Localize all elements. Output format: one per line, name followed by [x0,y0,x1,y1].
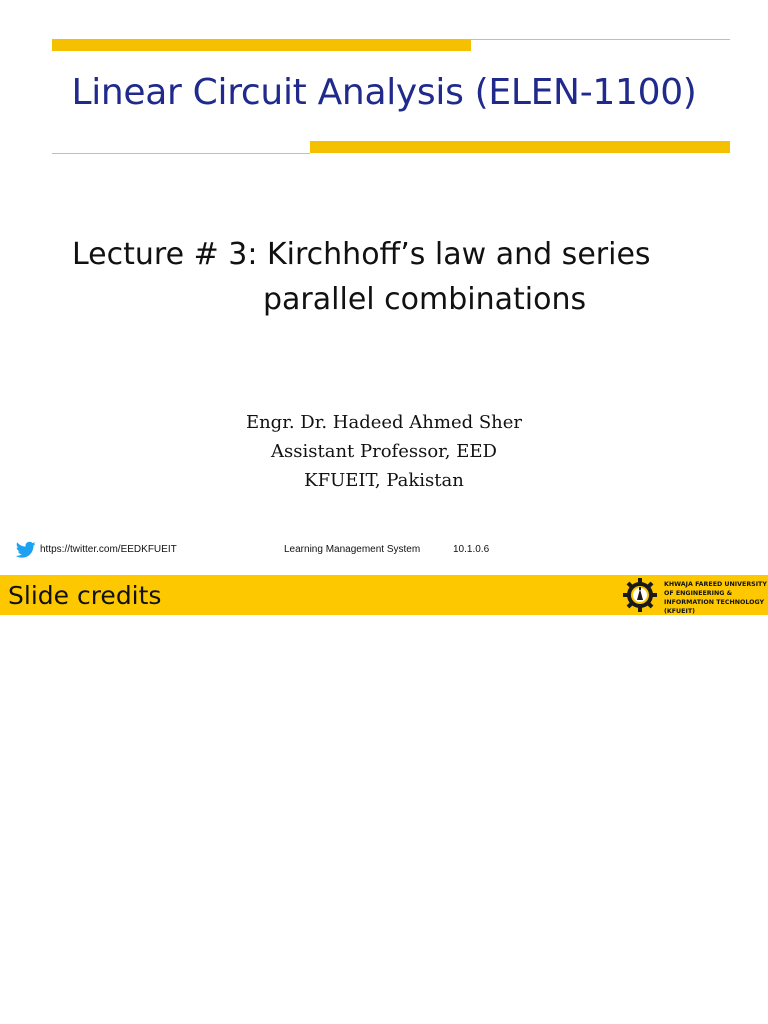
author-affiliation: KFUEIT, Pakistan [304,470,464,491]
author-name: Engr. Dr. Hadeed Ahmed Sher [245,412,523,433]
top-accent-line [471,39,730,40]
slide-credits-label: Slide credits [8,581,162,610]
top-accent-bar [52,39,471,51]
twitter-bird-icon [16,541,36,559]
lecture-title-line-2: parallel combinations [263,282,587,317]
lms-label: Learning Management System [284,544,421,555]
university-gear-logo-icon [622,577,658,613]
version-label: 10.1.0.6 [453,544,490,555]
lecture-title [72,232,752,322]
author-block [0,408,768,495]
twitter-link[interactable]: https://twitter.com/EEDKFUEIT [40,544,177,555]
university-name: KHWAJA FAREED UNIVERSITY OF ENGINEERING & INFORMATION TECHNOLOGY (KFUEIT) [664,581,767,615]
bottom-accent-line [52,153,310,154]
slide-footer [0,541,768,561]
bottom-accent-bar [310,141,730,153]
slide-credits-band [0,575,768,615]
lecture-title-line-1: Lecture # 3: Kirchhoff’s law and series [72,237,651,272]
course-title: Linear Circuit Analysis (ELEN-1100) [71,72,697,113]
author-position: Assistant Professor, EED [271,441,497,462]
